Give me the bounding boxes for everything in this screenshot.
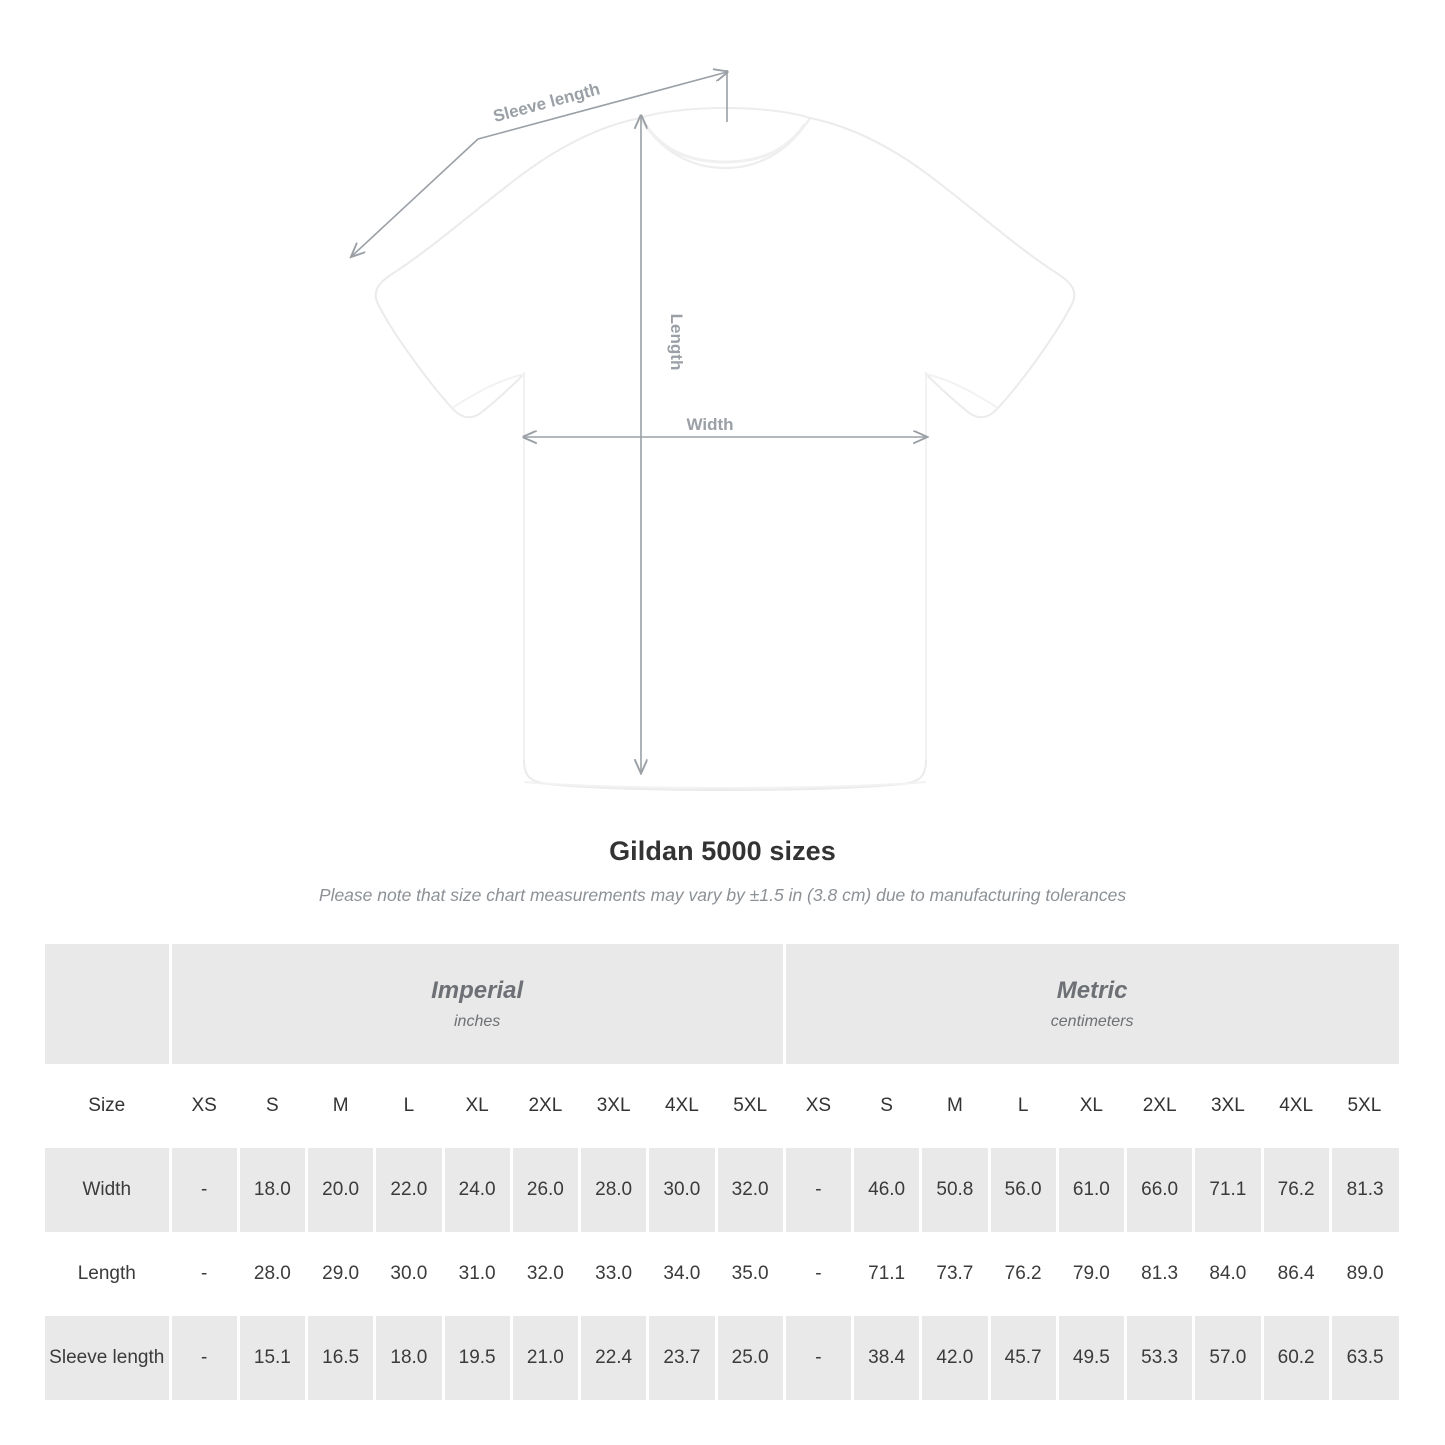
size-header-imperial-m: M bbox=[307, 1064, 375, 1148]
unit-group-metric-name: Metric bbox=[1056, 977, 1128, 1004]
cell-sleeve-imperial-m: 16.5 bbox=[307, 1316, 375, 1400]
page-title: Gildan 5000 sizes bbox=[609, 836, 836, 866]
cell-sleeve-metric-s: 38.4 bbox=[853, 1316, 921, 1400]
cell-width-metric-m: 50.8 bbox=[921, 1148, 989, 1232]
tolerance-note: Please note that size chart measurements may vary by ±1.5 in (3.8 cm) due to manufacturing tolerances bbox=[318, 885, 1127, 905]
size-header-imperial-3xl: 3XL bbox=[580, 1064, 648, 1148]
unit-group-imperial-name: Imperial bbox=[431, 977, 524, 1004]
size-header-imperial-xs: XS bbox=[170, 1064, 238, 1148]
cell-sleeve-metric-xs: - bbox=[784, 1316, 852, 1400]
width-label: Width bbox=[686, 415, 734, 434]
row-label-length: Length bbox=[45, 1232, 170, 1316]
tshirt-shape bbox=[376, 108, 1075, 790]
cell-length-imperial-5xl: 35.0 bbox=[716, 1232, 784, 1316]
cell-length-imperial-xs: - bbox=[170, 1232, 238, 1316]
unit-group-imperial bbox=[170, 944, 784, 1064]
size-header-metric-l: L bbox=[989, 1064, 1057, 1148]
title-block bbox=[0, 836, 1445, 906]
unit-group-metric bbox=[784, 944, 1398, 1064]
cell-sleeve-metric-3xl: 57.0 bbox=[1194, 1316, 1262, 1400]
cell-width-metric-5xl: 81.3 bbox=[1330, 1148, 1398, 1232]
table-row bbox=[45, 1148, 1399, 1232]
cell-length-metric-5xl: 89.0 bbox=[1330, 1232, 1398, 1316]
unit-group-imperial-sub: inches bbox=[454, 1013, 501, 1030]
cell-length-metric-xl: 79.0 bbox=[1057, 1232, 1125, 1316]
row-label-sleeve-length: Sleeve length bbox=[45, 1316, 170, 1400]
size-header-imperial-l: L bbox=[375, 1064, 443, 1148]
size-header-label: Size bbox=[45, 1064, 170, 1148]
cell-length-imperial-3xl: 33.0 bbox=[580, 1232, 648, 1316]
cell-width-imperial-xl: 24.0 bbox=[443, 1148, 511, 1232]
cell-sleeve-metric-xl: 49.5 bbox=[1057, 1316, 1125, 1400]
cell-sleeve-imperial-xl: 19.5 bbox=[443, 1316, 511, 1400]
cell-width-metric-l: 56.0 bbox=[989, 1148, 1057, 1232]
cell-length-metric-xs: - bbox=[784, 1232, 852, 1316]
cell-width-imperial-5xl: 32.0 bbox=[716, 1148, 784, 1232]
size-table bbox=[45, 944, 1400, 1400]
cell-length-imperial-4xl: 34.0 bbox=[648, 1232, 716, 1316]
size-header-imperial-5xl: 5XL bbox=[716, 1064, 784, 1148]
unit-corner-cell bbox=[45, 944, 170, 1064]
cell-width-imperial-xs: - bbox=[170, 1148, 238, 1232]
size-header-metric-m: M bbox=[921, 1064, 989, 1148]
cell-length-imperial-2xl: 32.0 bbox=[511, 1232, 579, 1316]
cell-width-imperial-m: 20.0 bbox=[307, 1148, 375, 1232]
unit-header-row bbox=[45, 944, 1399, 1064]
cell-length-imperial-xl: 31.0 bbox=[443, 1232, 511, 1316]
cell-sleeve-imperial-2xl: 21.0 bbox=[511, 1316, 579, 1400]
cell-length-metric-4xl: 86.4 bbox=[1262, 1232, 1330, 1316]
cell-sleeve-metric-l: 45.7 bbox=[989, 1316, 1057, 1400]
cell-width-metric-s: 46.0 bbox=[853, 1148, 921, 1232]
table-row bbox=[45, 1316, 1399, 1400]
cell-length-imperial-s: 28.0 bbox=[238, 1232, 306, 1316]
size-header-metric-s: S bbox=[853, 1064, 921, 1148]
cell-length-imperial-m: 29.0 bbox=[307, 1232, 375, 1316]
size-header-metric-4xl: 4XL bbox=[1262, 1064, 1330, 1148]
cell-sleeve-imperial-3xl: 22.4 bbox=[580, 1316, 648, 1400]
cell-width-metric-3xl: 71.1 bbox=[1194, 1148, 1262, 1232]
unit-group-metric-sub: centimeters bbox=[1050, 1013, 1134, 1030]
cell-width-imperial-3xl: 28.0 bbox=[580, 1148, 648, 1232]
sleeve-length-label: Sleeve length bbox=[491, 79, 602, 127]
cell-sleeve-imperial-l: 18.0 bbox=[375, 1316, 443, 1400]
cell-width-metric-xs: - bbox=[784, 1148, 852, 1232]
cell-width-metric-4xl: 76.2 bbox=[1262, 1148, 1330, 1232]
cell-sleeve-metric-m: 42.0 bbox=[921, 1316, 989, 1400]
size-header-metric-xl: XL bbox=[1057, 1064, 1125, 1148]
cell-width-metric-2xl: 66.0 bbox=[1126, 1148, 1194, 1232]
size-header-row bbox=[45, 1064, 1399, 1148]
cell-width-imperial-l: 22.0 bbox=[375, 1148, 443, 1232]
size-header-metric-3xl: 3XL bbox=[1194, 1064, 1262, 1148]
cell-sleeve-metric-5xl: 63.5 bbox=[1330, 1316, 1398, 1400]
cell-sleeve-imperial-s: 15.1 bbox=[238, 1316, 306, 1400]
size-header-imperial-2xl: 2XL bbox=[511, 1064, 579, 1148]
cell-width-imperial-s: 18.0 bbox=[238, 1148, 306, 1232]
cell-length-metric-l: 76.2 bbox=[989, 1232, 1057, 1316]
cell-width-imperial-4xl: 30.0 bbox=[648, 1148, 716, 1232]
cell-sleeve-imperial-5xl: 25.0 bbox=[716, 1316, 784, 1400]
cell-length-metric-s: 71.1 bbox=[853, 1232, 921, 1316]
cell-sleeve-metric-4xl: 60.2 bbox=[1262, 1316, 1330, 1400]
size-table-wrap bbox=[45, 944, 1400, 1400]
cell-width-metric-xl: 61.0 bbox=[1057, 1148, 1125, 1232]
size-header-imperial-s: S bbox=[238, 1064, 306, 1148]
cell-length-metric-3xl: 84.0 bbox=[1194, 1232, 1262, 1316]
cell-length-imperial-l: 30.0 bbox=[375, 1232, 443, 1316]
size-header-imperial-xl: XL bbox=[443, 1064, 511, 1148]
cell-sleeve-metric-2xl: 53.3 bbox=[1126, 1316, 1194, 1400]
cell-sleeve-imperial-4xl: 23.7 bbox=[648, 1316, 716, 1400]
row-label-width: Width bbox=[45, 1148, 170, 1232]
cell-length-metric-2xl: 81.3 bbox=[1126, 1232, 1194, 1316]
size-header-imperial-4xl: 4XL bbox=[648, 1064, 716, 1148]
cell-width-imperial-2xl: 26.0 bbox=[511, 1148, 579, 1232]
cell-length-metric-m: 73.7 bbox=[921, 1232, 989, 1316]
table-row bbox=[45, 1232, 1399, 1316]
size-header-metric-5xl: 5XL bbox=[1330, 1064, 1398, 1148]
size-header-metric-xs: XS bbox=[784, 1064, 852, 1148]
cell-sleeve-imperial-xs: - bbox=[170, 1316, 238, 1400]
size-header-metric-2xl: 2XL bbox=[1126, 1064, 1194, 1148]
length-label: Length bbox=[667, 313, 686, 371]
